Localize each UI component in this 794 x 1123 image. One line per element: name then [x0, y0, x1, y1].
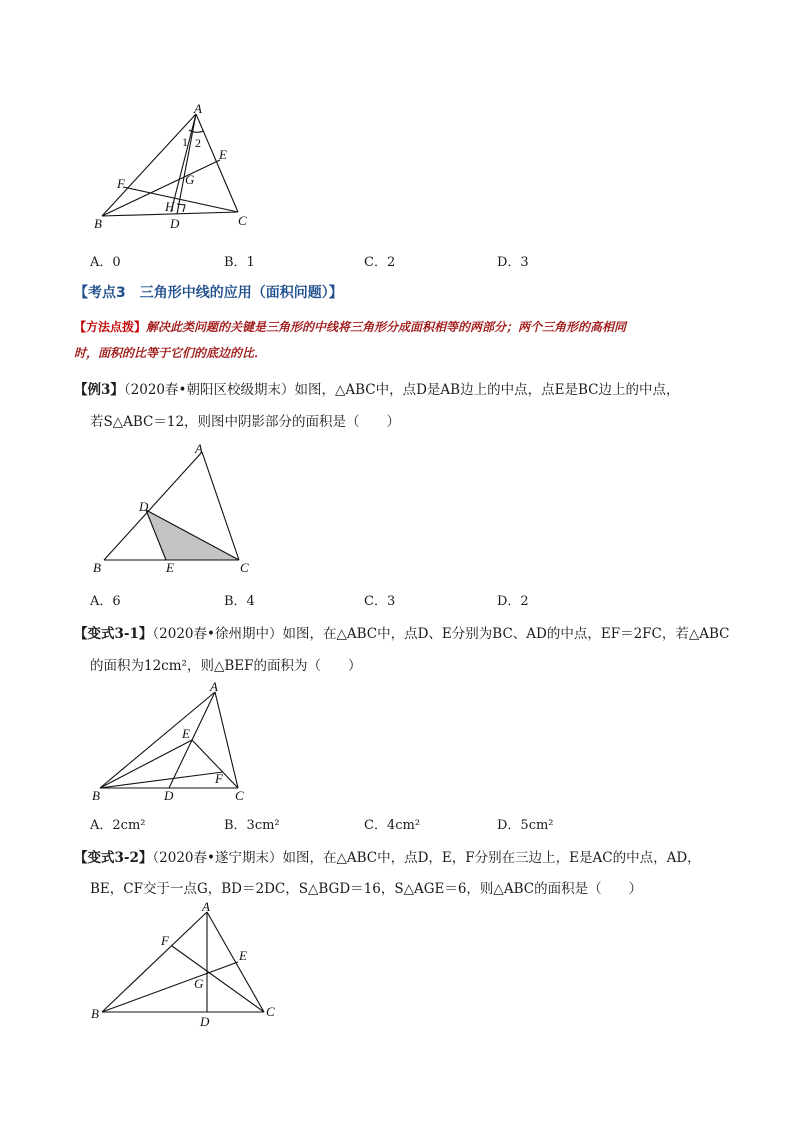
variant31-text1: （2020春•徐州期中）如图，在△ABC中，点D、E分别为BC、AD的中点，EF＝2FC，若△ABC: [152, 626, 730, 642]
method-tip: [74, 314, 722, 366]
label-g: G: [194, 976, 204, 991]
option-b: B．3cm²: [224, 818, 280, 833]
method-text-1: 解决此类问题的关键是三角形的中线将三角形分成面积相等的两部分；两个三角形的高相同: [146, 320, 627, 334]
option-c: C．4cm²: [364, 818, 421, 833]
prev-question-options: [90, 251, 690, 271]
label-c: C: [266, 1004, 275, 1019]
example3-line2: 若S△ABC＝12，则图中阴影部分的面积是（ ）: [90, 414, 401, 430]
figure-example3: [88, 440, 258, 580]
label-f: F: [161, 933, 169, 948]
figure-triangle-abc-1: [88, 100, 268, 235]
label-d: D: [164, 788, 174, 803]
label-b: B: [91, 1006, 99, 1021]
example3-text1: （2020春•朝阳区校级期末）如图，△ABC中，点D是AB边上的中点，点E是BC边上的中点，: [123, 382, 680, 398]
label-a: A: [194, 101, 202, 116]
label-e: E: [182, 726, 190, 741]
option-b: B．4: [224, 594, 255, 609]
variant32-line2: BE，CF交于一点G，BD＝2DC，S△BGD＝16，S△AGE＝6，则△ABC的面积是（ ）: [90, 881, 643, 897]
option-a: A．2cm²: [90, 818, 146, 833]
section-title: 【考点3 三角形中线的应用（面积问题）】: [74, 285, 343, 301]
label-c: C: [238, 213, 247, 228]
label-b: B: [94, 216, 102, 231]
label-c: C: [235, 788, 244, 803]
variant31-bracket: 【变式3-1】: [74, 626, 153, 642]
variant31-line1: [74, 622, 729, 642]
label-a: A: [210, 679, 218, 694]
option-b: B．1: [224, 255, 255, 270]
option-d: D．5cm²: [497, 818, 554, 833]
label-d: D: [139, 499, 149, 514]
example3-line1: [74, 378, 679, 398]
option-d: D．2: [497, 594, 529, 609]
label-b: B: [92, 788, 100, 803]
method-tag: 【方法点拨】: [74, 320, 147, 334]
option-c: C．3: [364, 594, 396, 609]
figure-variant32: [88, 900, 288, 1032]
variant32-text1: （2020春•遂宁期末）如图，在△ABC中，点D，E，F分别在三边上，E是AC的中点，AD，: [152, 850, 701, 866]
label-e: E: [239, 948, 247, 963]
variant32-bracket: 【变式3-2】: [74, 850, 153, 866]
option-c: C．2: [364, 255, 396, 270]
variant31-options: [90, 814, 690, 834]
label-d: D: [200, 1014, 210, 1029]
option-d: D．3: [497, 255, 529, 270]
example3-options: [90, 590, 690, 610]
variant32-line1: [74, 846, 701, 866]
label-g: G: [185, 172, 195, 187]
label-b: B: [93, 560, 101, 575]
label-1: 1: [182, 135, 188, 149]
label-a: A: [202, 899, 210, 914]
variant31-line2: 的面积为12cm²，则△BEF的面积为（ ）: [90, 658, 362, 674]
label-c: C: [240, 560, 249, 575]
example3-bracket: 【例3】: [74, 382, 124, 398]
figure-variant31: [88, 678, 258, 806]
method-text-2: 时，面积的比等于它们的底边的比．: [74, 346, 267, 360]
option-a: A．6: [90, 594, 121, 609]
option-a: A．0: [90, 255, 121, 270]
label-e: E: [219, 147, 227, 162]
label-a: A: [195, 441, 203, 456]
label-f: F: [215, 771, 223, 786]
label-2: 2: [195, 136, 201, 150]
label-h: H: [165, 199, 175, 214]
label-d: D: [170, 216, 180, 231]
label-f: F: [117, 176, 125, 191]
label-e: E: [166, 560, 174, 575]
